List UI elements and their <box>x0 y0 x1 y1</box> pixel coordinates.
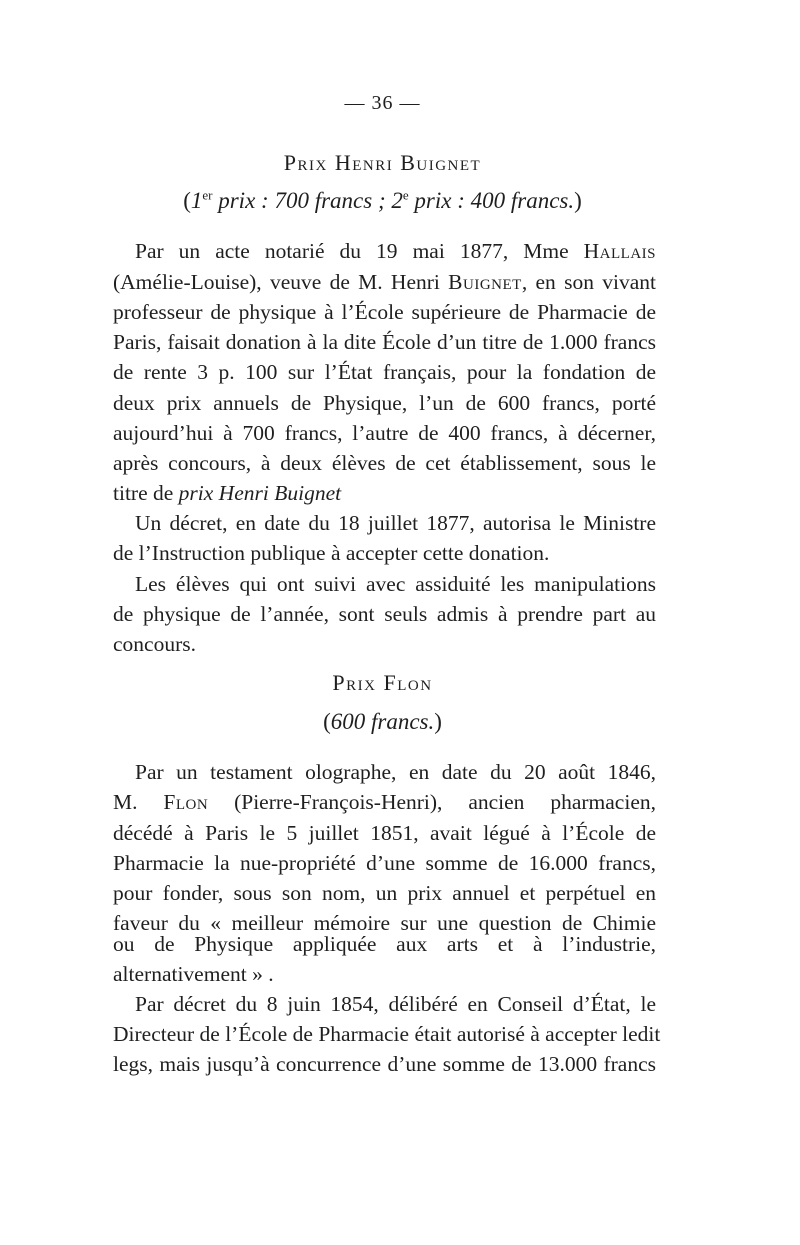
text-line: Un décret, en date du 18 juillet 1877, autorisa le Ministre <box>135 511 656 535</box>
text-segment: , en son vivant <box>521 270 656 294</box>
text-line: legs, mais jusqu’à concurrence d’une somme de 13.000 francs <box>113 1052 656 1076</box>
subtitle-prize2-number: 2 <box>391 188 403 213</box>
text-line <box>113 787 656 817</box>
text-line: professeur de physique à l’École supérieure de Pharmacie de <box>113 300 656 324</box>
text-segment: titre de <box>113 481 179 505</box>
text-line: Directeur de l’École de Pharmacie était autorisé à accepter ledit <box>113 1022 661 1046</box>
section-subtitle-prix-henri-buignet <box>0 188 765 214</box>
text-line: Pharmacie la nue-propriété d’une somme de 16.000 francs, <box>113 851 656 875</box>
text-line <box>113 478 656 508</box>
text-line: concours. <box>113 632 196 656</box>
text-line <box>135 236 656 266</box>
section-title-prix-henri-buignet: Prix Henri Buignet <box>283 150 482 175</box>
text-line: après concours, à deux élèves de cet établissement, sous le <box>113 451 656 475</box>
text-line: aujourd’hui à 700 francs, l’autre de 400 francs, à décerner, <box>113 421 656 445</box>
subtitle-open-paren: ( <box>323 709 331 734</box>
text-line: décédé à Paris le 5 juillet 1851, avait légué à l’École de <box>113 821 656 845</box>
text-line: Par un testament olographe, en date du 20 août 1846, <box>135 760 656 784</box>
section-title-prix-flon: Prix Flon <box>332 670 433 695</box>
subtitle-prize1-ordinal: er <box>202 187 213 203</box>
text-line: de rente 3 p. 100 sur l’État français, pour la fondation de <box>113 360 656 384</box>
subtitle-close-paren: ) <box>434 709 442 734</box>
text-line: Les élèves qui ont suivi avec assiduité les manipulations <box>135 572 656 596</box>
text-line: deux prix annuels de Physique, l’un de 600 francs, porté <box>113 391 656 415</box>
person-name: Flon <box>163 790 209 814</box>
person-name: Buignet <box>448 270 522 294</box>
subtitle-prize-text: 600 francs. <box>330 709 435 734</box>
subtitle-open-paren: ( <box>183 188 191 213</box>
subtitle-prize2-text: prix : 400 francs. <box>408 188 575 213</box>
text-line: pour fonder, sous son nom, un prix annuel et perpétuel en <box>113 881 656 905</box>
prize-name: prix Henri Buignet <box>178 481 342 505</box>
text-segment: (Pierre-François-Henri), ancien pharmacien, <box>208 790 656 814</box>
text-line: alternativement » . <box>113 962 274 986</box>
text-segment: Par un acte notarié du 19 mai 1877, Mme <box>135 239 584 263</box>
text-segment: M. <box>113 790 164 814</box>
page-number: — 36 — <box>344 92 421 114</box>
subtitle-close-paren: ) <box>574 188 582 213</box>
text-line: Paris, faisait donation à la dite École d’un titre de 1.000 francs <box>113 330 656 354</box>
subtitle-prize1-number: 1 <box>190 188 203 213</box>
text-segment: (Amélie-Louise), veuve de M. Henri <box>113 270 449 294</box>
text-line: de l’Instruction publique à accepter cette donation. <box>113 541 550 565</box>
text-line: ou de Physique appliquée aux arts et à l’industrie, <box>113 932 656 956</box>
text-line: faveur du « meilleur mémoire sur une question de Chimie <box>113 911 656 935</box>
person-name: Hallais <box>583 239 656 263</box>
text-line: Par décret du 8 juin 1854, délibéré en Conseil d’État, le <box>135 992 656 1016</box>
subtitle-prize2-ordinal: e <box>402 187 409 203</box>
text-line <box>113 267 656 297</box>
section-subtitle-prix-flon <box>0 709 765 735</box>
subtitle-prize1-text: prix : 700 francs ; <box>212 188 392 213</box>
text-line: de physique de l’année, sont seuls admis à prendre part au <box>113 602 656 626</box>
